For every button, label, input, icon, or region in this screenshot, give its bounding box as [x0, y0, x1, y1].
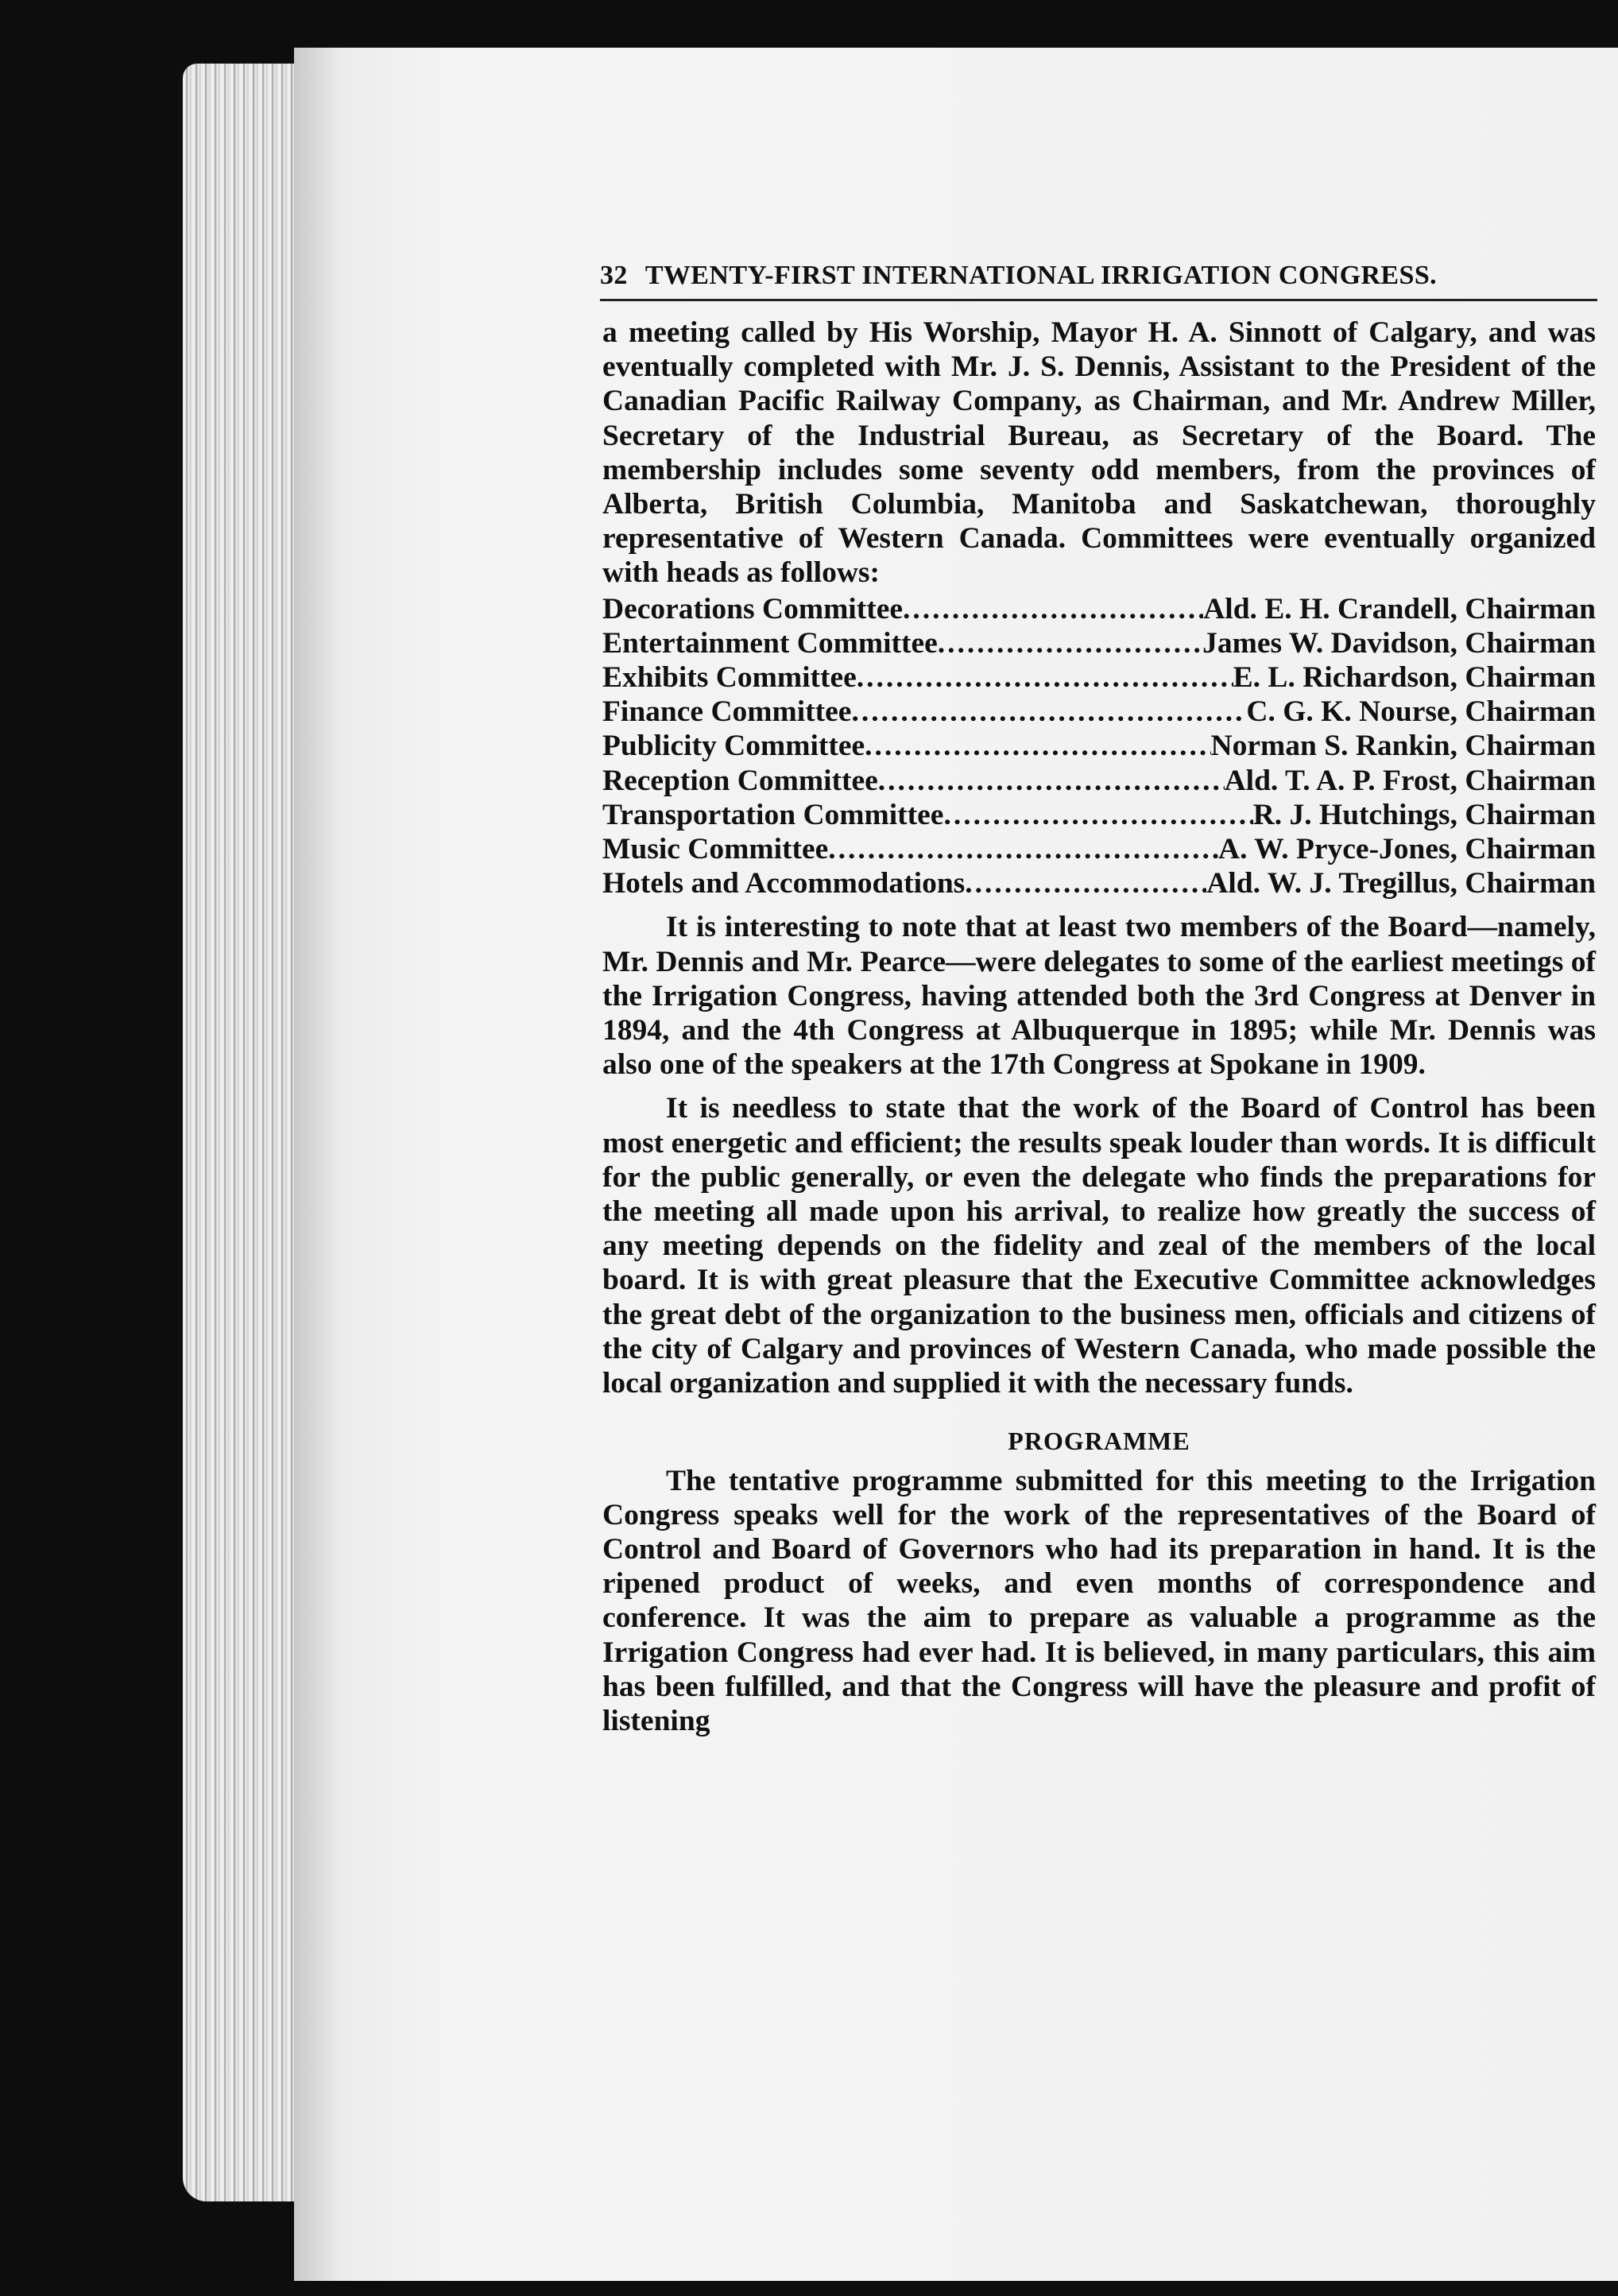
leader-dots — [965, 866, 1206, 900]
leader-dots — [857, 660, 1233, 695]
committee-name: Hotels and Accommodations — [602, 867, 966, 900]
leader-dots — [878, 764, 1225, 798]
leader-dots — [865, 729, 1210, 763]
committee-row — [602, 626, 1596, 660]
committee-row — [602, 695, 1596, 729]
leader-dots — [851, 695, 1246, 729]
paragraph-board-members: It is interesting to note that at least two members of the Board—namely, Mr. Dennis and Mr. Pearce—were delegates to some of the earliest meetings of the Irrigation Congress, having attended both the 3rd Congress at Denver in 1894, and the 4th Congress at Albuquerque in 1895; while Mr. Dennis was also one of the speakers at the 17th Congress at Spokane in 1909. — [602, 911, 1596, 1082]
committee-row — [602, 764, 1596, 798]
page-body — [602, 316, 1596, 1738]
page-number: 32 — [600, 261, 628, 290]
leader-dots — [943, 798, 1252, 832]
committee-row — [602, 592, 1596, 626]
committee-name: Music Committee — [602, 833, 829, 866]
paragraph-board-work: It is needless to state that the work of the Board of Control has been most energetic and efficient; the results speak louder than words. It is difficult for the public generally, or even the delegate who finds the preparations for the meeting all made upon his arrival, to realize how greatly the success of any meeting depends on the fidelity and zeal of the members of the local board. It is with great pleasure that the Executive Committee acknowledges the great debt of the organization to the business men, officials and citizens of the city of Calgary and provinces of Western Canada, who made possible the local organization and supplied it with the necessary funds. — [602, 1092, 1596, 1400]
leader-dots — [828, 832, 1218, 866]
leader-dots — [903, 592, 1203, 626]
committee-name: Transportation Committee — [602, 798, 944, 831]
committee-chairman: Ald. W. J. Tregillus, Chairman — [1206, 867, 1596, 900]
committee-chairman: R. J. Hutchings, Chairman — [1252, 798, 1596, 831]
committee-row — [602, 729, 1596, 763]
committee-chairman: A. W. Pryce-Jones, Chairman — [1218, 833, 1596, 866]
committee-chairman: E. L. Richardson, Chairman — [1233, 661, 1596, 695]
committee-chairman: C. G. K. Nourse, Chairman — [1246, 695, 1596, 729]
section-heading-programme: PROGRAMME — [1008, 1427, 1190, 1456]
committee-chairman: Norman S. Rankin, Chairman — [1210, 730, 1596, 763]
committee-chairman: Ald. T. A. P. Frost, Chairman — [1224, 764, 1596, 797]
page-content — [0, 213, 1596, 1738]
committee-list — [602, 592, 1596, 901]
committee-row — [602, 660, 1596, 695]
committee-name: Reception Committee — [602, 764, 878, 797]
committee-row — [602, 798, 1596, 832]
committee-chairman: James W. Davidson, Chairman — [1202, 626, 1596, 660]
committee-name: Entertainment Committee — [602, 626, 938, 660]
committee-chairman: Ald. E. H. Crandell, Chairman — [1203, 592, 1596, 625]
running-head — [600, 261, 1597, 301]
committee-name: Decorations Committee — [602, 592, 903, 625]
committee-name: Exhibits Committee — [602, 661, 857, 695]
committee-name: Publicity Committee — [602, 730, 865, 763]
committee-row — [602, 832, 1596, 866]
committee-row — [602, 866, 1596, 900]
paragraph-programme: The tentative programme submitted for this meeting to the Irrigation Congress speaks well for the work of the representatives of the Board of Control and Board of Governors who had its preparation in hand. It is the ripened product of weeks, and even months of correspondence and conference. It was the aim to prepare as valuable a programme as the Irrigation Congress had ever had. It is believed, in many particulars, this aim has been fulfilled, and that the Congress will have the pleasure and profit of listening — [602, 1464, 1596, 1737]
paragraph-board-formation: a meeting called by His Worship, Mayor H. A. Sinnott of Calgary, and was eventually completed with Mr. J. S. Dennis, Assistant to the President of the Canadian Pacific Railway Company, as Chairman, and Mr. Andrew Miller, Secretary of the Industrial Bureau, as Secretary of the Board. The membership includes some seventy odd members, from the provinces of Alberta, British Columbia, Manitoba and Saskatchewan, thoroughly representative of Western Canada. Committees were eventually organized with heads as follows: — [602, 316, 1596, 590]
committee-name: Finance Committee — [602, 695, 852, 729]
leader-dots — [938, 626, 1202, 660]
running-head-title: TWENTY-FIRST INTERNATIONAL IRRIGATION CONGRESS. — [644, 261, 1438, 290]
